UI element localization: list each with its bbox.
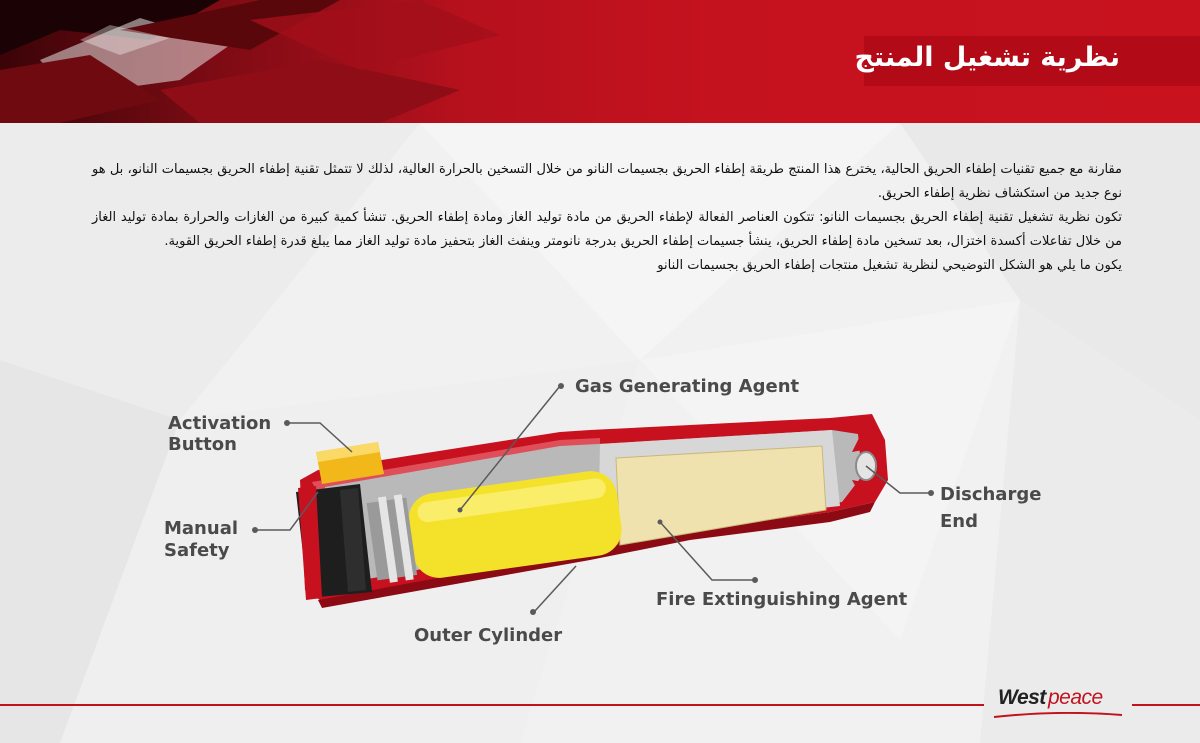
label-manual-2: Safety xyxy=(164,540,230,561)
logo-peace-text: peace xyxy=(1048,686,1103,709)
label-fire: Fire Extinguishing Agent xyxy=(656,589,908,610)
logo-swoosh xyxy=(994,712,1122,718)
footer-rule-right xyxy=(1132,704,1200,706)
label-discharge-1: Discharge xyxy=(940,484,1042,505)
leader-outer xyxy=(534,566,576,612)
label-activation-2: Button xyxy=(168,434,237,455)
westpeace-logo xyxy=(994,686,1124,720)
footer-rule-left xyxy=(0,704,984,706)
label-manual-1: Manual xyxy=(164,518,239,539)
label-gas: Gas Generating Agent xyxy=(575,376,800,397)
paragraph-2: تكون نظرية تشغيل تقنية إطفاء الحريق بجسيمات النانو: تتكون العناصر الفعالة لإطفاء الحريق من مادة توليد الغاز ومادة إطفاء الحريق. تنشأ كمية كبيرة من الغازات والحرارة بمادة توليد الغاز من خلال تفاعلات أكسدة اختزال، بعد تسخين مادة إطفاء الحريق، ينشأ جسيمات إطفاء الحريق بدرجة نانومتر وينفث الغاز بتحفيز مادة توليد الغاز مما يبلغ قدرة إطفاء الحريق القوية. xyxy=(92,210,1122,249)
label-discharge-2: End xyxy=(940,511,978,532)
page-title: نظرية تشغيل المنتج xyxy=(854,42,1120,73)
paragraph-1: مقارنة مع جميع تقنيات إطفاء الحريق الحالية، يخترع هذا المنتج طريقة إطفاء الحريق بجسيمات النانو من خلال التسخين بالحرارة العالية، لذلك لا تتمثل تقنية إطفاء الحريق بجسيمات النانو، بل هو نوع جديد من استكشاف نظرية إطفاء الحريق. xyxy=(92,162,1122,201)
label-outer: Outer Cylinder xyxy=(414,625,563,646)
paragraph-3: يكون ما يلي هو الشكل التوضيحي لنظرية تشغيل منتجات إطفاء الحريق بجسيمات النانو xyxy=(657,258,1122,273)
logo-west-text: West xyxy=(998,686,1046,709)
leader-activation xyxy=(288,423,352,452)
label-activation-1: Activation xyxy=(168,413,272,434)
